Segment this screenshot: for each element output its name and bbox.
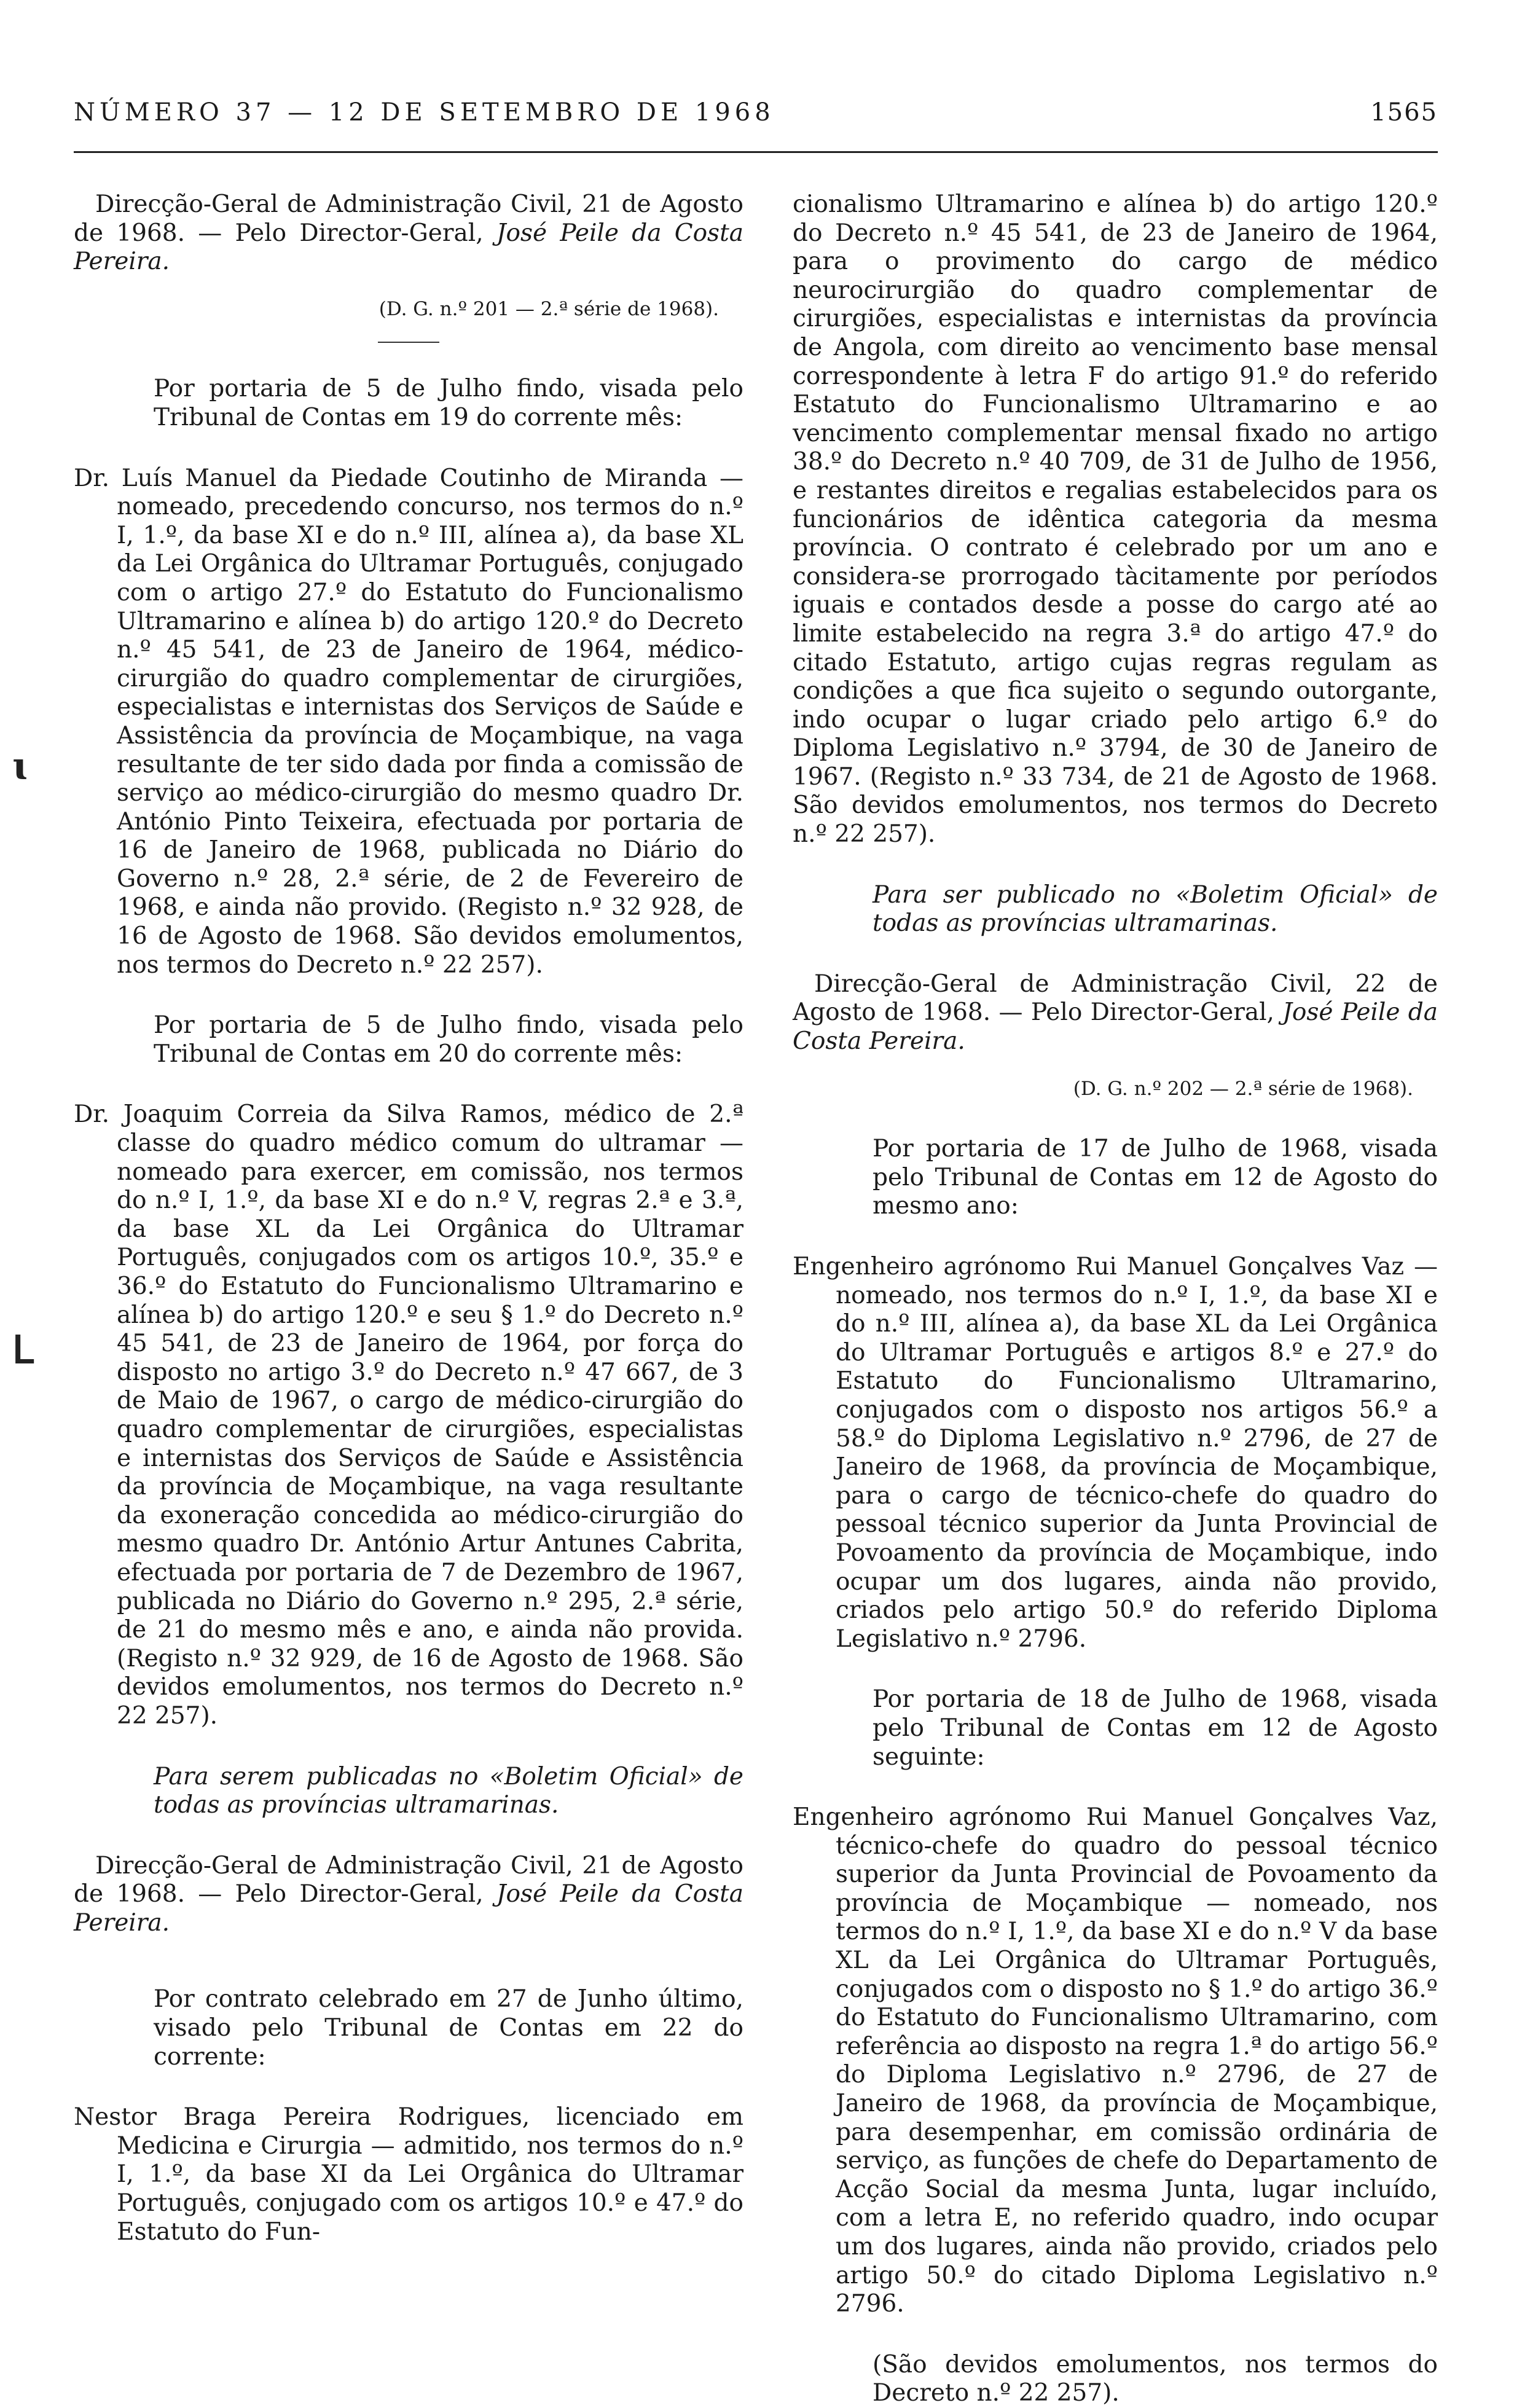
contract-intro: Por contrato celebrado em 27 de Junho último, visado pelo Tribunal de Contas em 22 do corrente: [154,1985,743,2071]
portaria-intro: Por portaria de 17 de Julho de 1968, visada pelo Tribunal de Contas em 12 de Agosto do mesmo ano: [873,1135,1438,1220]
portaria-intro: Por portaria de 5 de Julho findo, visada pelo Tribunal de Contas em 20 do corrente mês: [154,1011,743,1068]
left-column [74,190,743,2246]
portaria-entry: Dr. Luís Manuel da Piedade Coutinho de Miranda — nomeado, precedendo concurso, nos termos do n.º I, 1.º, da base XI e do n.º III, alínea a), da base XL da Lei Orgânica do Ultramar Português, conjugado com o artigo 27.º do Estatuto do Funcionalismo Ultramarino e alínea b) do artigo 120.º do Decreto n.º 45 541, de 23 de Janeiro de 1964, médico-cirurgião do quadro complementar de cirurgiões, especialistas e internistas dos Serviços de Saúde e Assistência da província de Moçambique, na vaga resultante de ter sido dada por finda a comissão de serviço ao médico-cirurgião do mesmo quadro Dr. António Pinto Teixeira, efectuada por portaria de 16 de Janeiro de 1968, publicada no Diário do Governo n.º 28, 2.ª série, de 2 de Fevereiro de 1968, e ainda não provido. (Registo n.º 32 928, de 16 de Agosto de 1968. São devidos emolumentos, nos termos do Decreto n.º 22 257). [74,464,743,979]
header-rule [74,151,1438,153]
gazette-reference: (D. G. n.º 201 — 2.ª série de 1968). [378,297,719,320]
contract-continuation: cionalismo Ultramarino e alínea b) do artigo 120.º do Decreto n.º 45 541, de 23 de Janeiro de 1964, para o provimento do cargo de médico neurocirurgião do quadro complementar de cirurgiões, especialistas e internistas da província de Angola, com direito ao vencimento base mensal correspondente à letra F do artigo 91.º do referido Estatuto do Funcionalismo Ultramarino e ao vencimento complementar mensal fixado no artigo 38.º do Decreto n.º 40 709, de 31 de Julho de 1956, e restantes direitos e regalias estabelecidos para os funcionários de idêntica categoria da mesma província. O contrato é celebrado por um ano e considera-se prorrogado tàcitamente por períodos iguais e contados desde a posse do cargo até ao limite estabelecido na regra 3.ª do artigo 47.º do citado Estatuto, artigo cujas regras regulam as condições a que fica sujeito o segundo outorgante, indo ocupar o lugar criado pelo artigo 6.º do Diploma Legislativo n.º 3794, de 30 de Janeiro de 1967. (Registo n.º 33 734, de 21 de Agosto de 1968. São devidos emolumentos, nos termos do Decreto n.º 22 257). [793,190,1438,849]
portaria-entry: Engenheiro agrónomo Rui Manuel Gonçalves Vaz — nomeado, nos termos do n.º I, 1.º, da base XI e do n.º III, alínea a), da base XL da Lei Orgânica do Ultramar Português e artigos 8.º e 27.º do Estatuto do Funcionalismo Ultramarino, conjugados com o disposto nos artigos 56.º a 58.º do Diploma Legislativo n.º 2796, de 27 de Janeiro de 1968, da província de Moçambique, para o cargo de técnico-chefe do quadro do pessoal técnico superior da Junta Provincial de Povoamento da província de Moçambique, indo ocupar um dos lugares, ainda não provido, criados pelo artigo 50.º do referido Diploma Legislativo n.º 2796. [793,1253,1438,1653]
signatory-name: José Peile da Costa Pereira. [74,219,743,276]
signature-block: Direcção-Geral de Administração Civil, 22 de Agosto de 1968. — Pelo Director-Geral, José Peile da Costa Pereira. [793,970,1438,1056]
margin-mark: ɩ [12,743,27,788]
portaria-entry: Engenheiro agrónomo Rui Manuel Gonçalves Vaz, técnico-chefe do quadro do pessoal técnico superior da Junta Provincial de Povoamento da província de Moçambique — nomeado, nos termos do n.º I, 1.º, da base XI e do n.º V da base XL da Lei Orgânica do Ultramar Português, conjugados com o disposto no § 1.º do artigo 36.º do Estatuto do Funcionalismo Ultramarino, com referência ao disposto na regra 1.ª do artigo 56.º do Diploma Legislativo n.º 2796, de 27 de Janeiro de 1968, da província de Moçambique, para desempenhar, em comissão ordinária de serviço, as funções de chefe do Departamento de Acção Social da mesma Junta, lugar incluído, com a letra E, no referido quadro, indo ocupar um dos lugares, ainda não provido, criados pelo artigo 50.º do citado Diploma Legislativo n.º 2796. [793,1803,1438,2318]
margin-mark: ᒪ [12,1327,34,1372]
page-number: 1565 [1370,98,1438,127]
portaria-intro: Por portaria de 5 de Julho findo, visada pelo Tribunal de Contas em 19 do corrente mês: [154,375,743,431]
publication-note: Para serem publicadas no «Boletim Oficial» de todas as províncias ultramarinas. [154,1762,743,1819]
publication-note: Para ser publicado no «Boletim Oficial» de todas as províncias ultramarinas. [873,880,1438,938]
page-header [74,98,1438,135]
portaria-intro: Por portaria de 18 de Julho de 1968, visada pelo Tribunal de Contas em 12 de Agosto seguinte: [873,1685,1438,1771]
gazette-reference: (D. G. n.º 202 — 2.ª série de 1968). [1073,1077,1413,1100]
portaria-entry: Dr. Joaquim Correia da Silva Ramos, médico de 2.ª classe do quadro médico comum do ultramar — nomeado para exercer, em comissão, nos termos do n.º I, 1.º, da base XI e do n.º V, regras 2.ª e 3.ª, da base XL da Lei Orgânica do Ultramar Português, conjugados com os artigos 10.º, 35.º e 36.º do Estatuto do Funcionalismo Ultramarino e alínea b) do artigo 120.º e seu § 1.º do Decreto n.º 45 541, de 23 de Janeiro de 1964, por força do disposto no artigo 3.º do Decreto n.º 47 667, de 3 de Maio de 1967, o cargo de médico-cirurgião do quadro complementar de cirurgiões, especialistas e internistas dos Serviços de Saúde e Assistência da província de Moçambique, na vaga resultante da exoneração concedida ao médico-cirurgião do mesmo quadro Dr. António Artur Antunes Cabrita, efectuada por portaria de 7 de Dezembro de 1967, publicada no Diário do Governo n.º 295, 2.ª série, de 21 do mesmo mês e ano, e ainda não provida. (Registo n.º 32 929, de 16 de Agosto de 1968. São devidos emolumentos, nos termos do Decreto n.º 22 257). [74,1100,743,1730]
signature-block: Direcção-Geral de Administração Civil, 21 de Agosto de 1968. — Pelo Director-Geral, José Peile da Costa Pereira. [74,1851,743,1937]
issue-title: NÚMERO 37 — 12 DE SETEMBRO DE 1968 [74,98,775,127]
signature-block: Direcção-Geral de Administração Civil, 21 de Agosto de 1968. — Pelo Director-Geral, José Peile da Costa Pereira. [74,190,743,276]
signatory-name: José Peile da Costa Pereira. [793,998,1438,1056]
contract-entry: Nestor Braga Pereira Rodrigues, licenciado em Medicina e Cirurgia — admitido, nos termos do n.º I, 1.º, da base XI da Lei Orgânica do Ultramar Português, conjugado com os artigos 10.º e 47.º do Estatuto do Fun- [74,2103,743,2246]
fees-note: (São devidos emolumentos, nos termos do Decreto n.º 22 257). [873,2350,1438,2407]
signatory-name: José Peile da Costa Pereira. [74,1880,743,1937]
right-column [793,190,1438,2408]
